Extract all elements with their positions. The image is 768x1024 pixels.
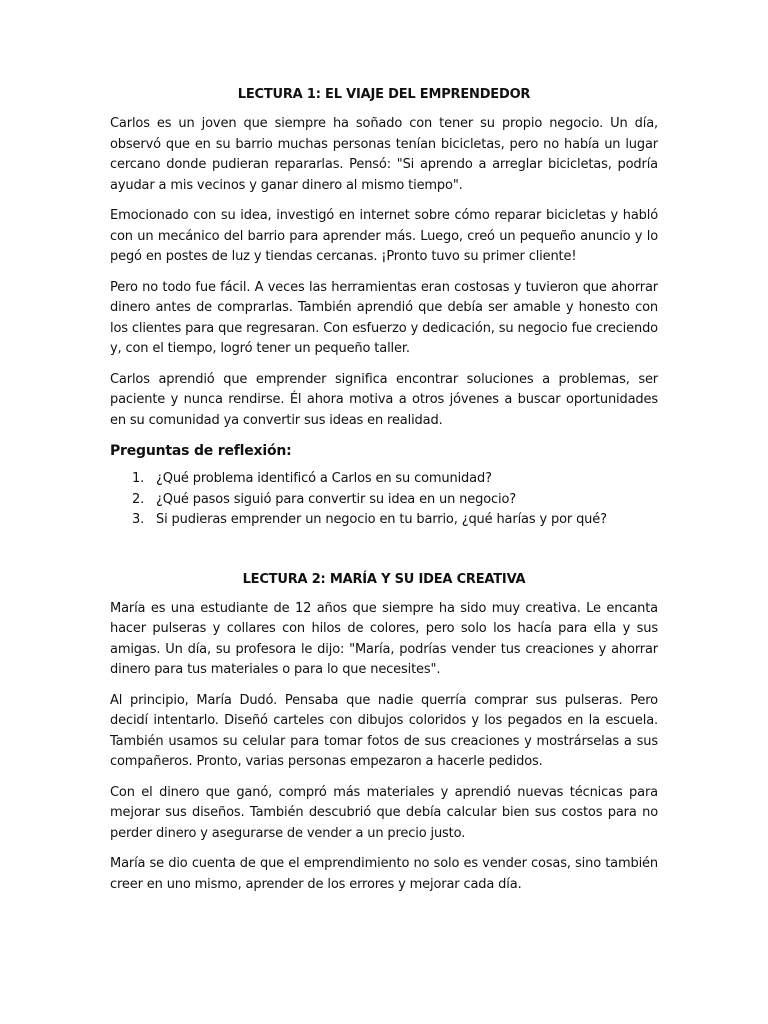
lectura-1-paragraph-2: Emocionado con su idea, investigó en internet sobre cómo reparar bicicletas y habló con un mecánico del barrio para aprender más. Luego, creó un pequeño anuncio y lo pegó en postes de luz y tiendas cercanas. ¡Pronto tuvo su primer cliente! — [110, 208, 658, 264]
lectura-2-paragraph-2: Al principio, María Dudó. Pensaba que nadie querría comprar sus pulseras. Pero decidí intentarlo. Diseñó carteles con dibujos coloridos y los pegados en la escuela. También usamos su celular para tomar fotos de sus creaciones y mostrárselas a sus compañeros. Pronto, varias personas empezaron a hacerle pedidos. — [110, 692, 658, 769]
question-number: 3. — [132, 512, 145, 527]
lectura-1-paragraph-1: Carlos es un joven que siempre ha soñado con tener su propio negocio. Un día, observó que en su barrio muchas personas tenían bicicletas, pero no había un lugar cercano donde pudieran repararlas. Pensó: "Si aprendo a arreglar bicicletas, podría ayudar a mis vecinos y ganar dinero al mismo tiempo". — [110, 116, 658, 193]
lectura-2-paragraph-3: Con el dinero que ganó, compró más materiales y aprendió nuevas técnicas para mejorar sus diseños. También descubrió que debía calcular bien sus costos para no perder dinero y asegurarse de vender a un precio justo. — [110, 784, 658, 841]
document-page — [110, 86, 658, 905]
lectura-2-paragraph-4: María se dio cuenta de que el emprendimiento no solo es vender cosas, sino también creer en uno mismo, aprender de los errores y mejorar cada día. — [110, 856, 658, 892]
questions-heading: Preguntas de reflexión: — [110, 443, 292, 459]
question-text: ¿Qué pasos siguió para convertir su idea en un negocio? — [156, 491, 517, 507]
lectura-1-paragraph-4: Carlos aprendió que emprender significa encontrar soluciones a problemas, ser paciente y nunca rendirse. Él ahora motiva a otros jóvenes a buscar oportunidades en su comunidad ya convertir sus ideas en realidad. — [110, 371, 658, 428]
lectura-2-section — [110, 571, 658, 896]
question-text: ¿Qué problema identificó a Carlos en su comunidad? — [156, 471, 492, 486]
question-number: 2. — [132, 491, 145, 507]
list-item — [110, 510, 658, 531]
lectura-1-title: LECTURA 1: EL VIAJE DEL EMPRENDEDOR — [237, 87, 531, 102]
lectura-1-section — [110, 86, 658, 531]
questions-list — [110, 469, 658, 531]
question-number: 1. — [132, 471, 145, 486]
lectura-2-paragraph-1: María es una estudiante de 12 años que siempre ha sido muy creativa. Le encanta hacer pulseras y collares con hilos de colores, pero solo los hacía para ella y sus amigas. Un día, su profesora le dijo: "María, podrías vender tus creaciones y ahorrar dinero para tus materiales o para lo que necesites". — [110, 600, 658, 677]
lectura-1-paragraph-3: Pero no todo fue fácil. A veces las herramientas eran costosas y tuvieron que ahorrar dinero antes de comprarlas. También aprendió que debía ser amable y honesto con los clientes para que regresaran. Con esfuerzo y dedicación, su negocio fue creciendo y, con el tiempo, logró tener un pequeño taller. — [110, 279, 658, 356]
list-item — [110, 490, 658, 511]
lectura-2-title: LECTURA 2: MARÍA Y SU IDEA CREATIVA — [242, 571, 526, 587]
list-item — [110, 469, 658, 490]
question-text: Si pudieras emprender un negocio en tu barrio, ¿qué harías y por qué? — [156, 512, 607, 527]
